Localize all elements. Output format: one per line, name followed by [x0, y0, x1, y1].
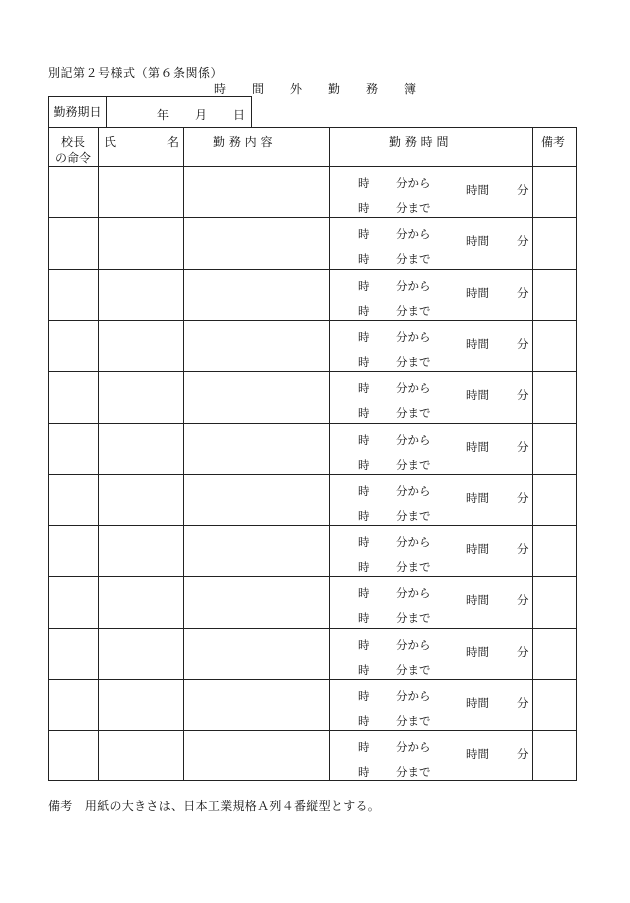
title-char: 時 — [214, 82, 227, 96]
row-divider — [49, 628, 576, 629]
end-hour-unit: 時 — [358, 354, 370, 369]
duration-minutes-unit: 分 — [517, 696, 529, 710]
duration-minutes-unit: 分 — [517, 439, 529, 454]
header-remarks: 備考 — [541, 135, 566, 149]
duration-minutes-unit: 分 — [517, 234, 529, 249]
row-divider — [49, 166, 576, 167]
start-hour-unit: 時 — [358, 740, 370, 755]
header-name-1: 氏 — [104, 135, 117, 149]
end-hour-unit: 時 — [358, 765, 370, 780]
row-divider — [49, 679, 576, 680]
start-minute-from: 分から — [396, 329, 431, 344]
row-divider — [49, 269, 576, 270]
start-minute-from: 分から — [396, 176, 431, 190]
end-minute-until: 分まで — [396, 252, 431, 267]
title-char: 務 — [366, 82, 379, 96]
duration-minutes-unit: 分 — [517, 388, 529, 403]
start-minute-from: 分から — [396, 740, 431, 755]
start-hour-unit: 時 — [358, 432, 370, 447]
start-hour-unit: 時 — [358, 637, 370, 652]
duration-hours-unit: 時間 — [466, 696, 489, 710]
header-principal-line1: 校長 — [61, 135, 86, 149]
duration-minutes-unit: 分 — [517, 644, 529, 659]
duration-hours-unit: 時間 — [466, 336, 489, 351]
start-hour-unit: 時 — [358, 278, 370, 293]
start-hour-unit: 時 — [358, 227, 370, 242]
duration-hours-unit: 時間 — [466, 388, 489, 403]
end-minute-until: 分まで — [396, 457, 431, 472]
end-hour-unit: 時 — [358, 662, 370, 677]
start-minute-from: 分から — [396, 227, 431, 242]
duration-minutes-unit: 分 — [517, 593, 529, 608]
duration-minutes-unit: 分 — [517, 336, 529, 351]
end-minute-until: 分まで — [396, 303, 431, 318]
form-reference: 別記第２号様式（第６条関係） — [48, 66, 224, 80]
start-hour-unit: 時 — [358, 689, 370, 703]
duration-hours-unit: 時間 — [466, 234, 489, 249]
duration-minutes-unit: 分 — [517, 490, 529, 505]
work-date-label: 勤務期日 — [49, 97, 107, 127]
end-minute-until: 分まで — [396, 714, 431, 728]
work-date-box — [48, 96, 252, 127]
end-minute-until: 分まで — [396, 406, 431, 421]
title-char: 勤 — [328, 82, 341, 96]
start-hour-unit: 時 — [358, 586, 370, 601]
row-divider — [49, 730, 576, 731]
duration-minutes-unit: 分 — [517, 747, 529, 762]
header-work-content: 勤 務 内 容 — [213, 135, 273, 149]
start-hour-unit: 時 — [358, 381, 370, 396]
duration-hours-unit: 時間 — [466, 644, 489, 659]
start-minute-from: 分から — [396, 689, 431, 703]
duration-hours-unit: 時間 — [466, 439, 489, 454]
duration-hours-unit: 時間 — [466, 747, 489, 762]
start-minute-from: 分から — [396, 278, 431, 293]
row-divider — [49, 423, 576, 424]
end-minute-until: 分まで — [396, 560, 431, 575]
duration-minutes-unit: 分 — [517, 183, 529, 197]
end-minute-until: 分まで — [396, 508, 431, 523]
column-divider — [329, 128, 330, 780]
day-unit: 日 — [233, 108, 246, 122]
start-hour-unit: 時 — [358, 329, 370, 344]
header-principal-line2: の命令 — [55, 151, 92, 165]
duration-hours-unit: 時間 — [466, 285, 489, 300]
end-hour-unit: 時 — [358, 714, 370, 728]
register-table — [48, 127, 577, 781]
column-divider — [532, 128, 533, 780]
end-hour-unit: 時 — [358, 560, 370, 575]
duration-minutes-unit: 分 — [517, 542, 529, 557]
start-minute-from: 分から — [396, 432, 431, 447]
title-char: 簿 — [404, 82, 417, 96]
end-hour-unit: 時 — [358, 406, 370, 421]
end-minute-until: 分まで — [396, 765, 431, 780]
duration-hours-unit: 時間 — [466, 183, 489, 197]
month-unit: 月 — [195, 108, 208, 122]
start-hour-unit: 時 — [358, 535, 370, 550]
footer-note: 備考 用紙の大きさは、日本工業規格Ａ列４番縦型とする。 — [48, 799, 381, 813]
start-minute-from: 分から — [396, 381, 431, 396]
row-divider — [49, 217, 576, 218]
row-divider — [49, 474, 576, 475]
row-divider — [49, 371, 576, 372]
header-work-hours: 勤 務 時 間 — [389, 135, 449, 149]
start-minute-from: 分から — [396, 535, 431, 550]
duration-hours-unit: 時間 — [466, 593, 489, 608]
end-minute-until: 分まで — [396, 611, 431, 626]
row-divider — [49, 576, 576, 577]
end-hour-unit: 時 — [358, 201, 370, 215]
end-hour-unit: 時 — [358, 611, 370, 626]
column-divider — [183, 128, 184, 780]
end-hour-unit: 時 — [358, 457, 370, 472]
row-divider — [49, 320, 576, 321]
end-minute-until: 分まで — [396, 201, 431, 215]
title-char: 間 — [252, 82, 265, 96]
row-divider — [49, 525, 576, 526]
duration-minutes-unit: 分 — [517, 285, 529, 300]
start-minute-from: 分から — [396, 586, 431, 601]
column-divider — [98, 128, 99, 780]
title-char: 外 — [290, 82, 303, 96]
end-hour-unit: 時 — [358, 508, 370, 523]
duration-hours-unit: 時間 — [466, 542, 489, 557]
end-hour-unit: 時 — [358, 303, 370, 318]
year-unit: 年 — [157, 108, 170, 122]
end-minute-until: 分まで — [396, 662, 431, 677]
start-minute-from: 分から — [396, 637, 431, 652]
header-name-2: 名 — [167, 135, 180, 149]
start-hour-unit: 時 — [358, 483, 370, 498]
start-minute-from: 分から — [396, 483, 431, 498]
duration-hours-unit: 時間 — [466, 490, 489, 505]
start-hour-unit: 時 — [358, 176, 370, 190]
end-hour-unit: 時 — [358, 252, 370, 267]
end-minute-until: 分まで — [396, 354, 431, 369]
